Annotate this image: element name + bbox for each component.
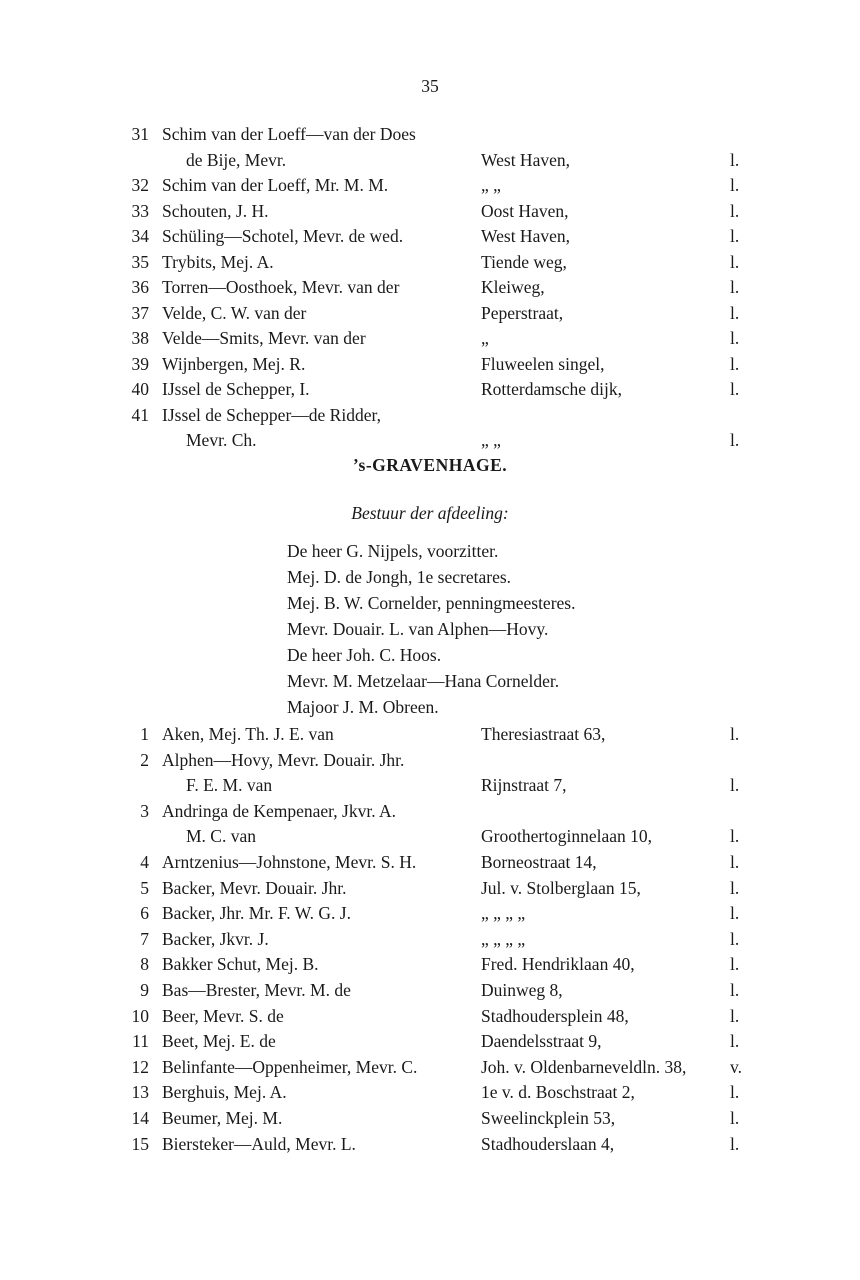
section-heading: ’s-GRAVENHAGE. <box>352 455 508 475</box>
member-name: M. C. van <box>186 826 256 847</box>
membership-type: l. <box>730 379 740 399</box>
list-item <box>0 1132 860 1157</box>
list-item <box>0 978 860 1003</box>
board-members <box>287 538 575 720</box>
entry-number: 39 <box>131 353 149 374</box>
member-name: Alphen—Hovy, Mevr. Douair. Jhr. <box>162 749 405 770</box>
member-address: Peperstraat, <box>481 302 564 323</box>
member-name: Schüling—Schotel, Mevr. de wed. <box>162 226 404 246</box>
member-address: Duinweg 8, <box>481 980 563 1000</box>
entry-number: 3 <box>140 800 149 821</box>
member-address: Rotterdamsche dijk, <box>481 379 622 399</box>
member-name: Beet, Mej. E. de <box>162 1031 276 1052</box>
member-name: Biersteker—Auld, Mevr. L. <box>162 1133 356 1154</box>
list-item <box>0 748 860 773</box>
member-address: Kleiweg, <box>481 277 545 297</box>
list-item <box>0 1055 860 1080</box>
member-name: Schim van der Loeff, Mr. M. M. <box>162 175 389 195</box>
entry-number: 33 <box>131 200 149 221</box>
member-name: Wijnbergen, Mej. R. <box>162 353 306 374</box>
entry-number: 40 <box>131 379 149 399</box>
membership-type: l. <box>730 724 740 744</box>
entry-number: 36 <box>131 277 149 297</box>
list-item-continuation <box>0 428 860 453</box>
member-address: Daendelsstraat 9, <box>481 1031 602 1052</box>
membership-type: l. <box>730 775 740 796</box>
member-address: „ <box>481 328 489 348</box>
membership-type: l. <box>730 826 740 847</box>
member-name: F. E. M. van <box>186 775 273 796</box>
membership-type: l. <box>730 328 740 348</box>
member-address: „ „ <box>481 175 501 195</box>
member-name: Aken, Mej. Th. J. E. van <box>162 724 334 744</box>
member-name: de Bije, Mevr. <box>186 149 287 170</box>
list-item-continuation <box>0 824 860 849</box>
membership-type: l. <box>730 1082 740 1103</box>
board-member: Mevr. M. Metzelaar—Hana Cornelder. <box>287 671 560 691</box>
member-address: Stadhoudersplein 48, <box>481 1005 629 1026</box>
membership-type: l. <box>730 175 740 195</box>
membership-type: l. <box>730 1005 740 1026</box>
member-name: Arntzenius—Johnstone, Mevr. S. H. <box>162 852 417 872</box>
entry-number: 9 <box>140 980 149 1000</box>
list-item <box>0 1080 860 1105</box>
member-address: Sweelinckplein 53, <box>481 1108 616 1128</box>
membership-type: l. <box>730 928 740 949</box>
list-item <box>0 250 860 275</box>
member-name: Belinfante—Oppenheimer, Mevr. C. <box>162 1056 418 1077</box>
membership-type: l. <box>730 954 740 975</box>
entry-number: 35 <box>131 251 149 272</box>
member-address: Fred. Hendriklaan 40, <box>481 954 635 975</box>
list-item <box>0 927 860 952</box>
member-address: Oost Haven, <box>481 200 569 221</box>
membership-type: l. <box>730 251 740 272</box>
member-address: Groothertoginnelaan 10, <box>481 826 653 847</box>
entry-number: 7 <box>140 928 149 949</box>
member-name: Backer, Jhr. Mr. F. W. G. J. <box>162 903 351 924</box>
member-name: Backer, Mevr. Douair. Jhr. <box>162 877 347 898</box>
membership-type: l. <box>730 1108 740 1128</box>
membership-type: l. <box>730 353 740 374</box>
member-name: Velde, C. W. van der <box>162 302 307 323</box>
member-address: Tiende weg, <box>481 251 567 272</box>
entry-number: 31 <box>131 124 149 144</box>
board-member: Majoor J. M. Obreen. <box>287 697 439 717</box>
member-name: Backer, Jkvr. J. <box>162 928 269 949</box>
membership-type: l. <box>730 149 740 170</box>
member-address: West Haven, <box>481 226 570 246</box>
list-item <box>0 403 860 428</box>
list-item <box>0 275 860 300</box>
membership-type: l. <box>730 1031 740 1052</box>
entry-number: 12 <box>131 1056 149 1077</box>
membership-type: l. <box>730 852 740 872</box>
list-item <box>0 377 860 402</box>
entry-number: 2 <box>140 749 149 770</box>
member-address: Rijnstraat 7, <box>481 775 567 796</box>
entry-number: 34 <box>131 226 149 246</box>
member-name: Trybits, Mej. A. <box>162 251 274 272</box>
member-address: „ „ <box>481 430 501 450</box>
list-item <box>0 1106 860 1131</box>
membership-type: l. <box>730 877 740 898</box>
entry-number: 5 <box>140 877 149 898</box>
page-number: 35 <box>421 76 439 96</box>
list-item <box>0 326 860 351</box>
membership-type: l. <box>730 277 740 297</box>
member-name: Andringa de Kempenaer, Jkvr. A. <box>162 800 397 821</box>
board-member: De heer Joh. C. Hoos. <box>287 645 442 665</box>
entry-number: 8 <box>140 954 149 975</box>
board-title: Bestuur der afdeeling: <box>351 503 509 523</box>
entry-number: 15 <box>131 1133 149 1154</box>
membership-type: l. <box>730 1133 740 1154</box>
member-name: IJssel de Schepper, I. <box>162 379 310 399</box>
entry-number: 14 <box>131 1108 149 1128</box>
list-item <box>0 301 860 326</box>
member-address: Fluweelen singel, <box>481 353 605 374</box>
member-name: IJssel de Schepper—de Ridder, <box>162 404 381 425</box>
list-item <box>0 952 860 977</box>
entry-number: 41 <box>131 404 149 425</box>
entry-number: 32 <box>131 175 149 195</box>
member-name: Mevr. Ch. <box>186 430 257 450</box>
entry-number: 1 <box>140 724 149 744</box>
list-item <box>0 199 860 224</box>
list-item-continuation <box>0 148 860 173</box>
member-name: Beer, Mevr. S. de <box>162 1005 284 1026</box>
entry-number: 13 <box>131 1082 149 1103</box>
member-address: „ „ „ „ <box>481 903 526 924</box>
member-address: Joh. v. Oldenbarneveldln. 38, <box>481 1056 687 1077</box>
membership-type: l. <box>730 226 740 246</box>
membership-type: v. <box>730 1056 742 1077</box>
member-address: 1e v. d. Boschstraat 2, <box>481 1082 635 1103</box>
membership-type: l. <box>730 302 740 323</box>
member-name: Beumer, Mej. M. <box>162 1108 283 1128</box>
list-item <box>0 224 860 249</box>
list-item <box>0 876 860 901</box>
member-address: „ „ „ „ <box>481 928 526 949</box>
list-item <box>0 901 860 926</box>
membership-type: l. <box>730 903 740 924</box>
member-name: Torren—Oosthoek, Mevr. van der <box>162 277 400 297</box>
entry-number: 6 <box>140 903 149 924</box>
list-item <box>0 173 860 198</box>
list-item <box>0 122 860 147</box>
membership-type: l. <box>730 430 740 450</box>
board-member: Mej. D. de Jongh, 1e secretares. <box>287 567 512 587</box>
entry-number: 37 <box>131 302 149 323</box>
member-address: West Haven, <box>481 149 570 170</box>
member-name: Bas—Brester, Mevr. M. de <box>162 980 351 1000</box>
entry-number: 11 <box>132 1031 149 1052</box>
list-item <box>0 1029 860 1054</box>
board-member: Mevr. Douair. L. van Alphen—Hovy. <box>287 619 549 639</box>
member-name: Schouten, J. H. <box>162 200 269 221</box>
board-member: Mej. B. W. Cornelder, penningmeesteres. <box>287 593 576 613</box>
list-item <box>0 1004 860 1029</box>
entry-number: 38 <box>131 328 149 348</box>
membership-type: l. <box>730 200 740 221</box>
member-address: Jul. v. Stolberglaan 15, <box>481 877 641 898</box>
member-address: Theresiastraat 63, <box>481 724 606 744</box>
member-name: Velde—Smits, Mevr. van der <box>162 328 366 348</box>
list-item <box>0 352 860 377</box>
member-address: Stadhouderslaan 4, <box>481 1133 615 1154</box>
list-item <box>0 850 860 875</box>
member-name: Schim van der Loeff—van der Does <box>162 124 416 144</box>
member-address: Borneostraat 14, <box>481 852 597 872</box>
membership-type: l. <box>730 980 740 1000</box>
list-item <box>0 799 860 824</box>
member-name: Berghuis, Mej. A. <box>162 1082 287 1103</box>
entry-number: 10 <box>131 1005 149 1026</box>
board-member: De heer G. Nijpels, voorzitter. <box>287 541 499 561</box>
entry-number: 4 <box>140 852 149 872</box>
list-item-continuation <box>0 773 860 798</box>
list-item <box>0 722 860 747</box>
member-name: Bakker Schut, Mej. B. <box>162 954 319 975</box>
